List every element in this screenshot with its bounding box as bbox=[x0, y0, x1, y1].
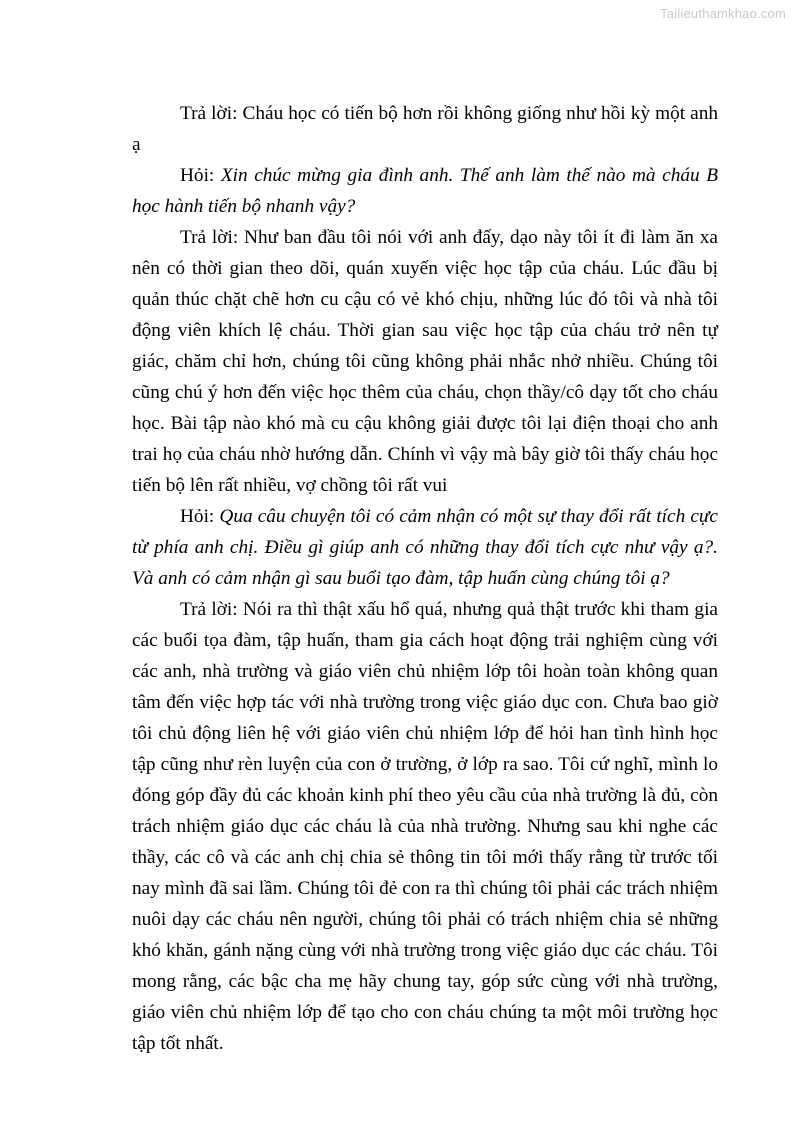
question-label: Hỏi: bbox=[180, 165, 221, 186]
answer-label: Trả lời: bbox=[180, 599, 243, 620]
answer-text: Nói ra thì thật xấu hổ quá, nhưng quả thật trước khi tham gia các buổi tọa đàm, tập huấn, tham gia cách hoạt động trải nghiệm cùng với các anh, nhà trường và giáo viên chủ nhiệm lớp tôi hoàn toàn không quan tâm đến việc hợp tác với nhà trường trong việc giáo dục con. Chưa bao giờ tôi chủ động liên hệ với giáo viên chủ nhiệm lớp để hỏi han tình hình học tập cũng như rèn luyện của con ở trường, ở lớp ra sao. Tôi cứ nghĩ, mình lo đóng góp đầy đủ các khoản kinh phí theo yêu cầu của nhà trường là đủ, còn trách nhiệm giáo dục các cháu là của nhà trường. Nhưng sau khi nghe các thầy, các cô và các anh chị chia sẻ thông tin tôi mới thấy rằng từ trước tối nay mình đã sai lầm. Chúng tôi đẻ con ra thì chúng tôi phải các trách nhiệm nuôi dạy các cháu nên người, chúng tôi phải có trách nhiệm chia sẻ những khó khăn, gánh nặng cùng với nhà trường trong việc giáo dục các cháu. Tôi mong rằng, các bậc cha mẹ hãy chung tay, góp sức cùng với nhà trường, giáo viên chủ nhiệm lớp để tạo cho con cháu chúng ta một môi trường học tập tốt nhất. bbox=[132, 599, 718, 1054]
answer-text: Như ban đầu tôi nói với anh đấy, dạo này tôi ít đi làm ăn xa nên có thời gian theo dõi, quán xuyến việc học tập của cháu. Lúc đầu bị quản thúc chặt chẽ hơn cu cậu có vẻ khó chịu, những lúc đó tôi và nhà tôi động viên khích lệ cháu. Thời gian sau việc học tập của cháu trở nên tự giác, chăm chỉ hơn, chúng tôi cũng không phải nhắc nhở nhiều. Chúng tôi cũng chú ý hơn đến việc học thêm của cháu, chọn thầy/cô dạy tốt cho cháu học. Bài tập nào khó mà cu cậu không giải được tôi lại điện thoại cho anh trai họ của cháu nhờ hướng dẫn. Chính vì vậy mà bây giờ tôi thấy cháu học tiến bộ lên rất nhiều, vợ chồng tôi rất vui bbox=[132, 227, 718, 496]
answer-paragraph bbox=[132, 222, 718, 501]
document-body bbox=[132, 98, 718, 1059]
answer-paragraph bbox=[132, 594, 718, 1059]
question-paragraph bbox=[132, 501, 718, 594]
answer-label: Trả lời: bbox=[180, 103, 243, 124]
question-text: Xin chúc mừng gia đình anh. Thế anh làm thế nào mà cháu B học hành tiến bộ nhanh vậy? bbox=[132, 165, 718, 217]
question-text: Qua câu chuyện tôi có cảm nhận có một sự thay đổi rất tích cực từ phía anh chị. Điều gì giúp anh có những thay đổi tích cực như vậy ạ?. Và anh có cảm nhận gì sau buổi tạo đàm, tập huấn cùng chúng tôi ạ? bbox=[132, 506, 718, 589]
question-label: Hỏi: bbox=[180, 506, 220, 527]
watermark: Tailieuthamkhao.com bbox=[660, 6, 786, 21]
answer-label: Trả lời: bbox=[180, 227, 245, 248]
answer-paragraph bbox=[132, 98, 718, 160]
question-paragraph bbox=[132, 160, 718, 222]
answer-text: Cháu học có tiến bộ hơn rồi không giống như hồi kỳ một anh ạ bbox=[132, 103, 718, 155]
